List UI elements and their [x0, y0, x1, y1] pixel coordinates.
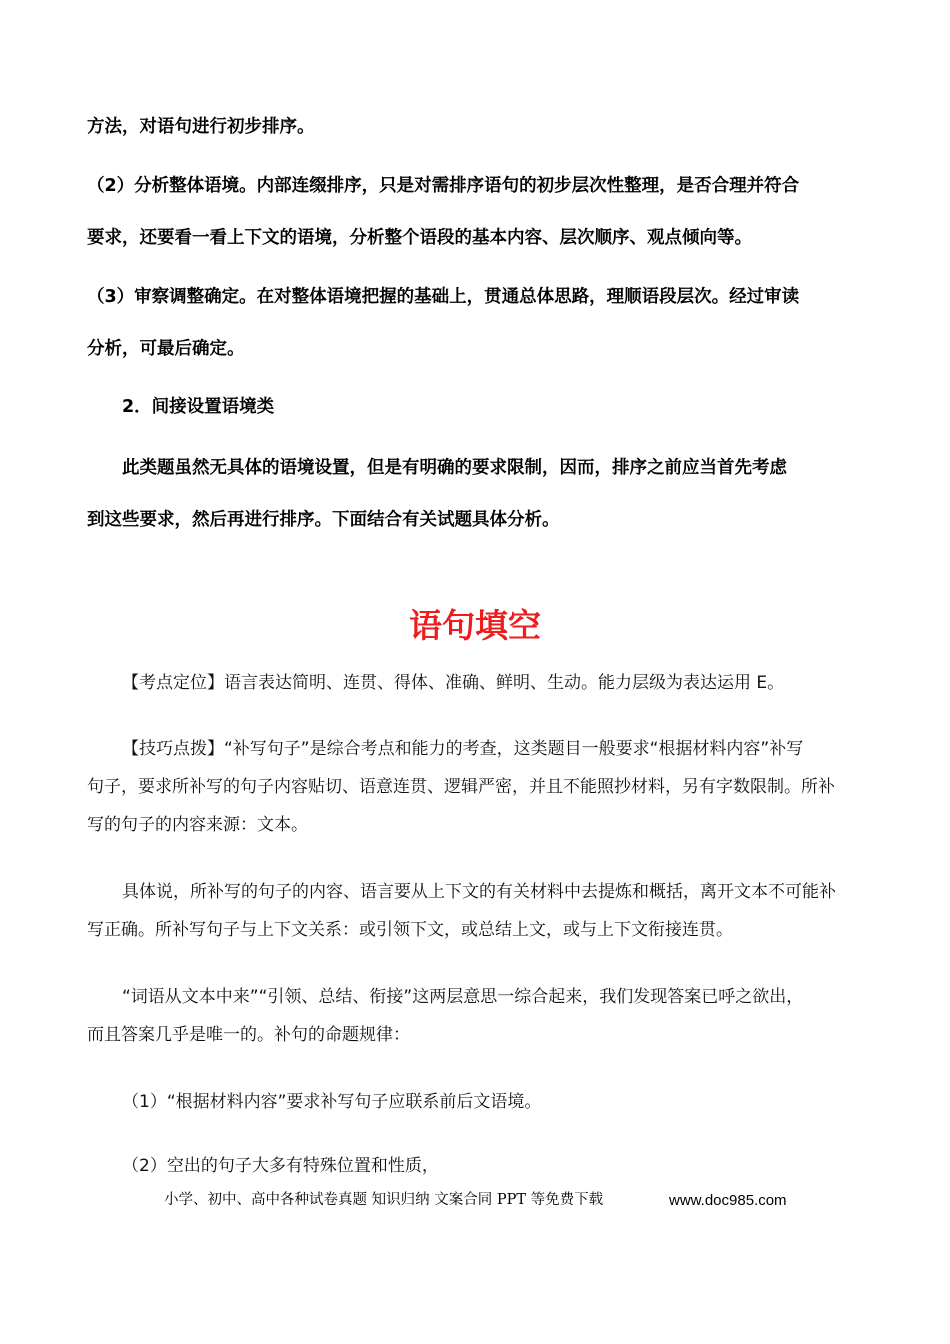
section-heading: 2．间接设置语境类: [122, 397, 275, 417]
text-line: 句子，要求所补写的句子内容贴切、语意连贯、逻辑严密，并且不能照抄材料，另有字数限制。所补: [87, 777, 835, 797]
text-line: 具体说，所补写的句子的内容、语言要从上下文的有关材料中去提炼和概括，离开文本不可能补: [122, 882, 836, 902]
text-line: 方法，对语句进行初步排序。: [87, 117, 315, 137]
page-footer: [164, 1192, 787, 1209]
text-line: 写的句子的内容来源：文本。: [87, 815, 308, 835]
text-line: （1）“根据材料内容”要求补写句子应联系前后文语境。: [122, 1092, 542, 1112]
footer-site-link[interactable]: www.doc985.com: [669, 1192, 787, 1209]
text-line: 分析，可最后确定。: [87, 339, 245, 359]
text-line: （2）空出的句子大多有特殊位置和性质，: [122, 1156, 439, 1176]
text-line: 到这些要求，然后再进行排序。下面结合有关试题具体分析。: [87, 510, 560, 530]
text-line: 【考点定位】语言表达简明、连贯、得体、准确、鲜明、生动。能力层级为表达运用 E。: [122, 673, 785, 693]
text-line: （2）分析整体语境。内部连缀排序，只是对需排序语句的初步层次性整理，是否合理并符合: [87, 176, 800, 196]
text-line: 此类题虽然无具体的语境设置，但是有明确的要求限制，因而，排序之前应当首先考虑: [122, 458, 787, 478]
section-title: 语句填空: [409, 606, 541, 645]
text-line: “词语从文本中来”“引领、总结、衔接”这两层意思一综合起来，我们发现答案已呼之欲出，: [122, 987, 804, 1007]
footer-text: 小学、初中、高中各种试卷真题 知识归纳 文案合同 PPT 等免费下载: [164, 1192, 604, 1208]
text-line: 而且答案几乎是唯一的。补句的命题规律：: [87, 1025, 410, 1045]
text-line: 写正确。所补写句子与上下文关系：或引领下文，或总结上文，或与上下文衔接连贯。: [87, 920, 733, 940]
text-line: 要求，还要看一看上下文的语境，分析整个语段的基本内容、层次顺序、观点倾向等。: [87, 228, 752, 248]
text-line: 【技巧点拨】“补写句子”是综合考点和能力的考查，这类题目一般要求“根据材料内容”补写: [122, 739, 804, 759]
text-line: （3）审察调整确定。在对整体语境把握的基础上，贯通总体思路，理顺语段层次。经过审读: [87, 287, 800, 307]
